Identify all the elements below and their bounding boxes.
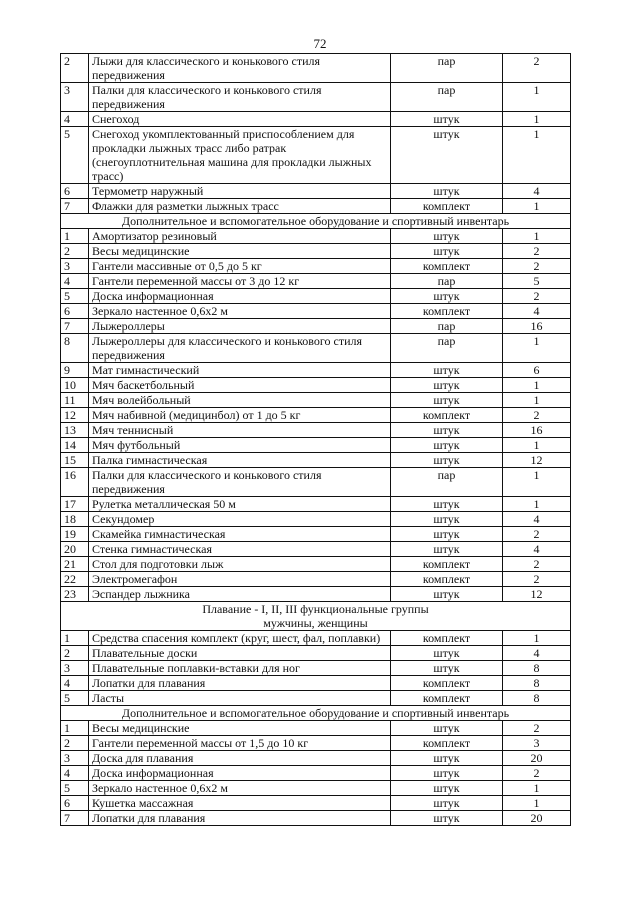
- table-row: [61, 54, 571, 83]
- quantity: 1: [503, 378, 571, 393]
- unit-of-measure: штук: [391, 453, 503, 468]
- table-row: [61, 676, 571, 691]
- quantity: 1: [503, 199, 571, 214]
- section-subtitle: мужчины, женщины: [263, 616, 368, 630]
- row-number: 6: [61, 304, 89, 319]
- table-row: [61, 497, 571, 512]
- unit-of-measure: штук: [391, 127, 503, 184]
- row-number: 22: [61, 572, 89, 587]
- row-number: 15: [61, 453, 89, 468]
- quantity: 2: [503, 54, 571, 83]
- row-number: 16: [61, 468, 89, 497]
- item-name: Эспандер лыжника: [89, 587, 391, 602]
- table-row: [61, 83, 571, 112]
- item-name: Секундомер: [89, 512, 391, 527]
- quantity: 1: [503, 796, 571, 811]
- row-number: 2: [61, 54, 89, 83]
- row-number: 13: [61, 423, 89, 438]
- table-row: [61, 751, 571, 766]
- quantity: 2: [503, 572, 571, 587]
- quantity: 4: [503, 646, 571, 661]
- unit-of-measure: пар: [391, 319, 503, 334]
- table-row: [61, 378, 571, 393]
- quantity: 1: [503, 127, 571, 184]
- quantity: 4: [503, 512, 571, 527]
- unit-of-measure: штук: [391, 423, 503, 438]
- row-number: 2: [61, 244, 89, 259]
- section-header: [61, 602, 571, 631]
- row-number: 19: [61, 527, 89, 542]
- table-row: [61, 572, 571, 587]
- section-header-row: [61, 214, 571, 229]
- quantity: 4: [503, 184, 571, 199]
- item-name: Рулетка металлическая 50 м: [89, 497, 391, 512]
- quantity: 1: [503, 83, 571, 112]
- item-name: Снегоход: [89, 112, 391, 127]
- unit-of-measure: пар: [391, 468, 503, 497]
- item-name: Лыжероллеры: [89, 319, 391, 334]
- item-name: Кушетка массажная: [89, 796, 391, 811]
- quantity: 20: [503, 751, 571, 766]
- item-name: Электромегафон: [89, 572, 391, 587]
- row-number: 20: [61, 542, 89, 557]
- unit-of-measure: штук: [391, 542, 503, 557]
- row-number: 5: [61, 691, 89, 706]
- item-name: Доска информационная: [89, 289, 391, 304]
- quantity: 2: [503, 721, 571, 736]
- item-name: Доска информационная: [89, 766, 391, 781]
- equipment-table-body: [61, 54, 571, 826]
- unit-of-measure: штук: [391, 184, 503, 199]
- section-header: [61, 706, 571, 721]
- row-number: 7: [61, 199, 89, 214]
- table-row: [61, 766, 571, 781]
- unit-of-measure: комплект: [391, 572, 503, 587]
- unit-of-measure: штук: [391, 378, 503, 393]
- quantity: 8: [503, 661, 571, 676]
- quantity: 1: [503, 334, 571, 363]
- row-number: 3: [61, 661, 89, 676]
- item-name: Мяч баскетбольный: [89, 378, 391, 393]
- section-header-row: [61, 602, 571, 631]
- quantity: 4: [503, 304, 571, 319]
- item-name: Гантели переменной массы от 3 до 12 кг: [89, 274, 391, 289]
- table-row: [61, 453, 571, 468]
- item-name: Мяч набивной (медицинбол) от 1 до 5 кг: [89, 408, 391, 423]
- table-row: [61, 274, 571, 289]
- item-name: Палка гимнастическая: [89, 453, 391, 468]
- unit-of-measure: штук: [391, 796, 503, 811]
- unit-of-measure: штук: [391, 363, 503, 378]
- item-name: Ласты: [89, 691, 391, 706]
- item-name: Гантели массивные от 0,5 до 5 кг: [89, 259, 391, 274]
- unit-of-measure: пар: [391, 274, 503, 289]
- row-number: 10: [61, 378, 89, 393]
- row-number: 5: [61, 127, 89, 184]
- table-row: [61, 112, 571, 127]
- row-number: 14: [61, 438, 89, 453]
- item-name: Стол для подготовки лыж: [89, 557, 391, 572]
- row-number: 7: [61, 811, 89, 826]
- table-row: [61, 781, 571, 796]
- section-title: Дополнительное и вспомогательное оборудование и спортивный инвентарь: [121, 214, 510, 228]
- quantity: 1: [503, 229, 571, 244]
- row-number: 7: [61, 319, 89, 334]
- table-row: [61, 721, 571, 736]
- table-row: [61, 289, 571, 304]
- row-number: 1: [61, 721, 89, 736]
- item-name: Весы медицинские: [89, 721, 391, 736]
- page-number: 72: [313, 36, 327, 51]
- table-row: [61, 229, 571, 244]
- quantity: 4: [503, 542, 571, 557]
- quantity: 1: [503, 781, 571, 796]
- table-row: [61, 796, 571, 811]
- item-name: Скамейка гимнастическая: [89, 527, 391, 542]
- unit-of-measure: пар: [391, 83, 503, 112]
- item-name: Снегоход укомплектованный приспособлением для прокладки лыжных трасс либо ратрак (снегоуплотнительная машина для прокладки лыжных трасс): [89, 127, 391, 184]
- row-number: 4: [61, 274, 89, 289]
- unit-of-measure: штук: [391, 112, 503, 127]
- unit-of-measure: штук: [391, 244, 503, 259]
- table-row: [61, 646, 571, 661]
- unit-of-measure: комплект: [391, 199, 503, 214]
- item-name: Весы медицинские: [89, 244, 391, 259]
- item-name: Термометр наружный: [89, 184, 391, 199]
- quantity: 8: [503, 676, 571, 691]
- table-row: [61, 259, 571, 274]
- row-number: 18: [61, 512, 89, 527]
- unit-of-measure: штук: [391, 661, 503, 676]
- unit-of-measure: штук: [391, 393, 503, 408]
- table-row: [61, 184, 571, 199]
- table-row: [61, 661, 571, 676]
- row-number: 5: [61, 289, 89, 304]
- table-row: [61, 319, 571, 334]
- row-number: 8: [61, 334, 89, 363]
- table-row: [61, 468, 571, 497]
- unit-of-measure: комплект: [391, 676, 503, 691]
- table-row: [61, 587, 571, 602]
- table-row: [61, 736, 571, 751]
- section-title: Дополнительное и вспомогательное оборудование и спортивный инвентарь: [121, 706, 510, 720]
- row-number: 2: [61, 646, 89, 661]
- item-name: Доска для плавания: [89, 751, 391, 766]
- unit-of-measure: штук: [391, 438, 503, 453]
- table-row: [61, 244, 571, 259]
- item-name: Амортизатор резиновый: [89, 229, 391, 244]
- unit-of-measure: штук: [391, 497, 503, 512]
- quantity: 5: [503, 274, 571, 289]
- table-row: [61, 631, 571, 646]
- row-number: 3: [61, 259, 89, 274]
- table-row: [61, 512, 571, 527]
- unit-of-measure: комплект: [391, 408, 503, 423]
- table-row: [61, 542, 571, 557]
- item-name: Плавательные поплавки-вставки для ног: [89, 661, 391, 676]
- row-number: 3: [61, 751, 89, 766]
- row-number: 4: [61, 766, 89, 781]
- row-number: 1: [61, 631, 89, 646]
- row-number: 21: [61, 557, 89, 572]
- table-row: [61, 393, 571, 408]
- unit-of-measure: комплект: [391, 691, 503, 706]
- item-name: Зеркало настенное 0,6х2 м: [89, 781, 391, 796]
- unit-of-measure: штук: [391, 766, 503, 781]
- table-row: [61, 438, 571, 453]
- item-name: Зеркало настенное 0,6х2 м: [89, 304, 391, 319]
- quantity: 1: [503, 438, 571, 453]
- unit-of-measure: штук: [391, 781, 503, 796]
- quantity: 2: [503, 557, 571, 572]
- unit-of-measure: штук: [391, 811, 503, 826]
- table-row: [61, 304, 571, 319]
- unit-of-measure: штук: [391, 751, 503, 766]
- quantity: 2: [503, 527, 571, 542]
- item-name: Лыжи для классического и конькового стиля передвижения: [89, 54, 391, 83]
- quantity: 2: [503, 766, 571, 781]
- quantity: 2: [503, 408, 571, 423]
- quantity: 2: [503, 289, 571, 304]
- item-name: Плавательные доски: [89, 646, 391, 661]
- quantity: 1: [503, 468, 571, 497]
- unit-of-measure: комплект: [391, 736, 503, 751]
- row-number: 17: [61, 497, 89, 512]
- item-name: Лопатки для плавания: [89, 811, 391, 826]
- item-name: Мат гимнастический: [89, 363, 391, 378]
- table-row: [61, 127, 571, 184]
- table-row: [61, 691, 571, 706]
- quantity: 6: [503, 363, 571, 378]
- table-row: [61, 811, 571, 826]
- quantity: 8: [503, 691, 571, 706]
- quantity: 1: [503, 393, 571, 408]
- row-number: 4: [61, 112, 89, 127]
- row-number: 2: [61, 736, 89, 751]
- unit-of-measure: штук: [391, 527, 503, 542]
- unit-of-measure: штук: [391, 587, 503, 602]
- unit-of-measure: штук: [391, 289, 503, 304]
- item-name: Мяч теннисный: [89, 423, 391, 438]
- item-name: Палки для классического и конькового стиля передвижения: [89, 83, 391, 112]
- quantity: 2: [503, 244, 571, 259]
- item-name: Средства спасения комплект (круг, шест, фал, поплавки): [89, 631, 391, 646]
- section-header: [61, 214, 571, 229]
- quantity: 20: [503, 811, 571, 826]
- section-title: Плавание - I, II, III функциональные группы: [202, 602, 429, 616]
- quantity: 16: [503, 319, 571, 334]
- unit-of-measure: штук: [391, 512, 503, 527]
- item-name: Флажки для разметки лыжных трасс: [89, 199, 391, 214]
- table-row: [61, 557, 571, 572]
- quantity: 12: [503, 587, 571, 602]
- row-number: 12: [61, 408, 89, 423]
- table-row: [61, 527, 571, 542]
- table-row: [61, 363, 571, 378]
- row-number: 5: [61, 781, 89, 796]
- row-number: 11: [61, 393, 89, 408]
- unit-of-measure: комплект: [391, 631, 503, 646]
- table-row: [61, 423, 571, 438]
- quantity: 12: [503, 453, 571, 468]
- unit-of-measure: комплект: [391, 259, 503, 274]
- quantity: 1: [503, 631, 571, 646]
- quantity: 1: [503, 112, 571, 127]
- table-row: [61, 199, 571, 214]
- quantity: 1: [503, 497, 571, 512]
- row-number: 4: [61, 676, 89, 691]
- quantity: 3: [503, 736, 571, 751]
- section-header-row: [61, 706, 571, 721]
- equipment-table: [60, 53, 571, 826]
- row-number: 23: [61, 587, 89, 602]
- quantity: 16: [503, 423, 571, 438]
- row-number: 3: [61, 83, 89, 112]
- quantity: 2: [503, 259, 571, 274]
- item-name: Мяч футбольный: [89, 438, 391, 453]
- unit-of-measure: штук: [391, 229, 503, 244]
- item-name: Палки для классического и конькового стиля передвижения: [89, 468, 391, 497]
- table-row: [61, 334, 571, 363]
- item-name: Мяч волейбольный: [89, 393, 391, 408]
- row-number: 9: [61, 363, 89, 378]
- row-number: 1: [61, 229, 89, 244]
- item-name: Стенка гимнастическая: [89, 542, 391, 557]
- unit-of-measure: штук: [391, 646, 503, 661]
- unit-of-measure: штук: [391, 721, 503, 736]
- row-number: 6: [61, 184, 89, 199]
- item-name: Лопатки для плавания: [89, 676, 391, 691]
- unit-of-measure: пар: [391, 334, 503, 363]
- unit-of-measure: комплект: [391, 557, 503, 572]
- row-number: 6: [61, 796, 89, 811]
- unit-of-measure: пар: [391, 54, 503, 83]
- unit-of-measure: комплект: [391, 304, 503, 319]
- item-name: Гантели переменной массы от 1,5 до 10 кг: [89, 736, 391, 751]
- table-row: [61, 408, 571, 423]
- item-name: Лыжероллеры для классического и конькового стиля передвижения: [89, 334, 391, 363]
